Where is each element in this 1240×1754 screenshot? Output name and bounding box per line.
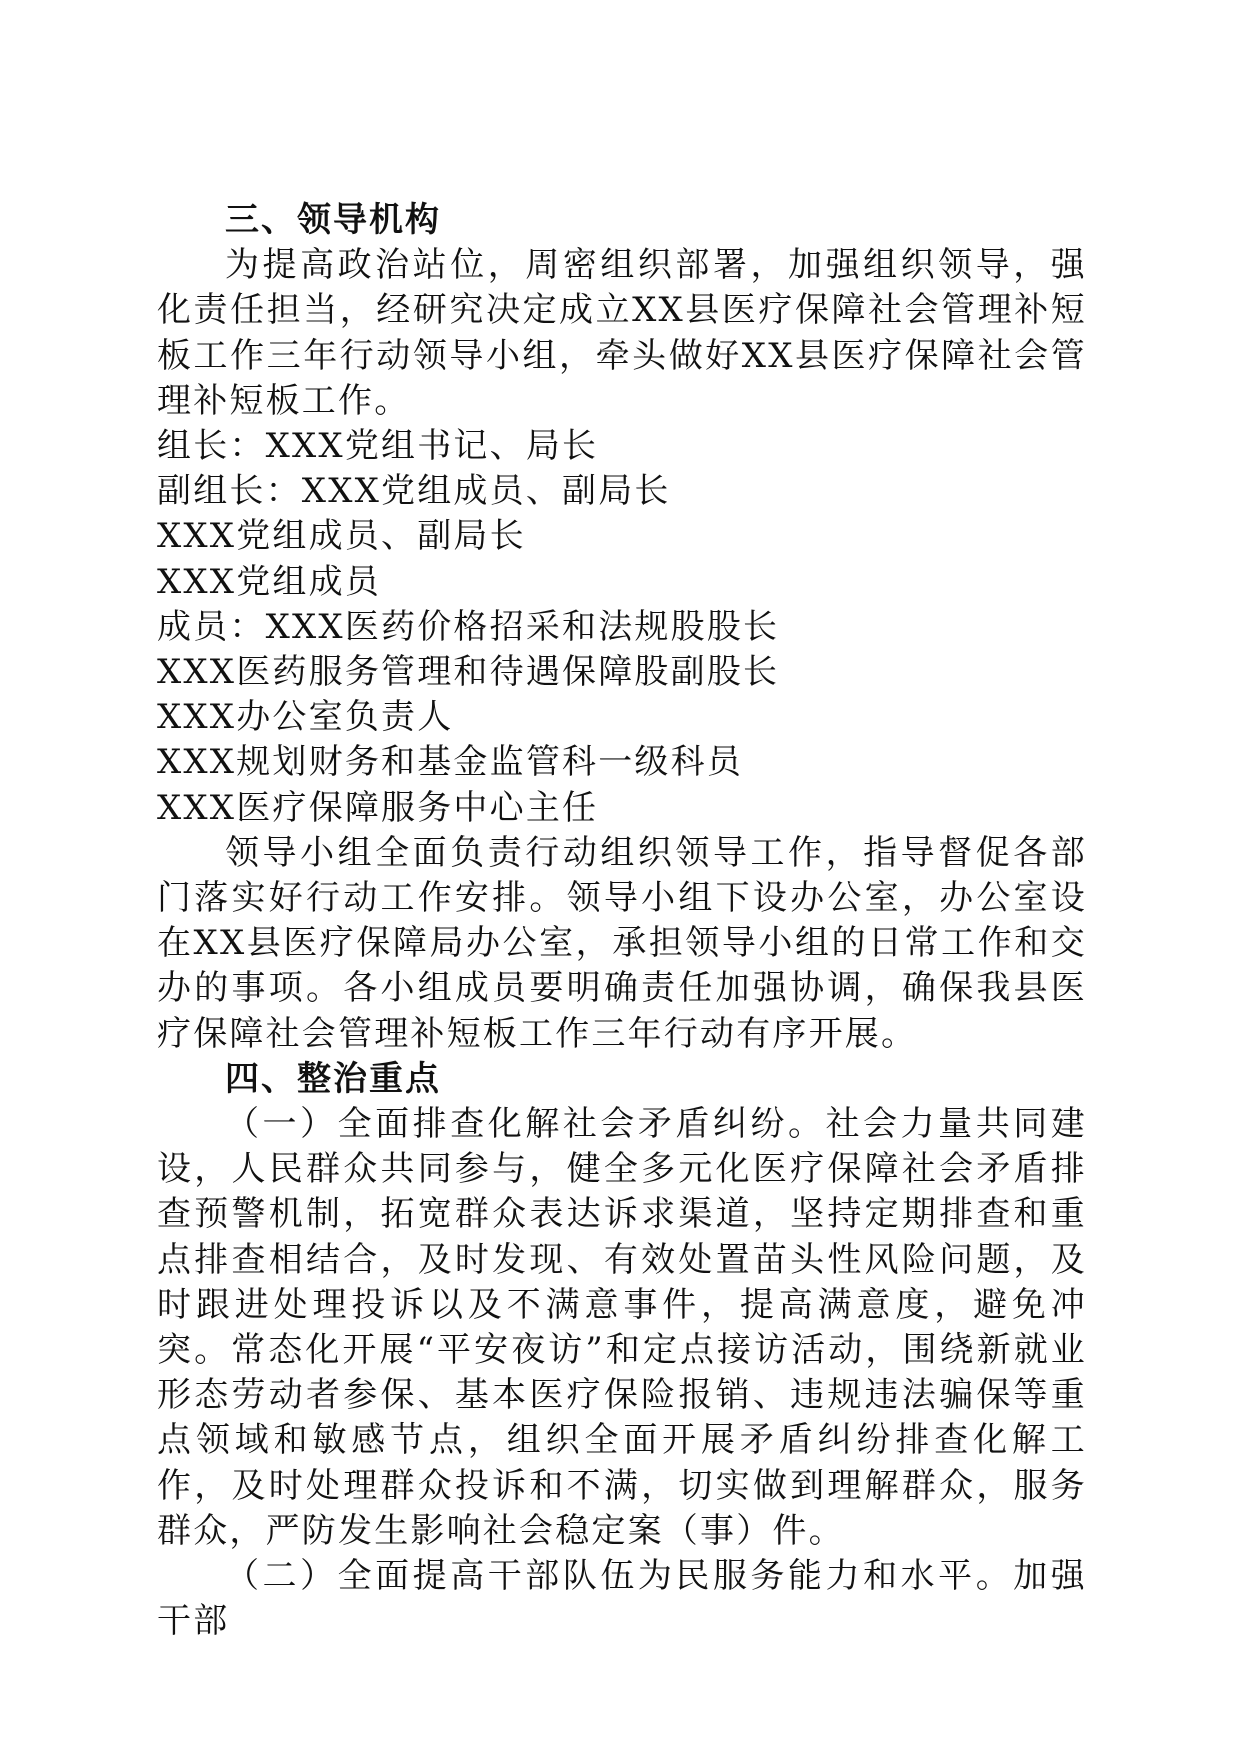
paragraph-item-2: （二）全面提高干部队伍为民服务能力和水平。加强干部 bbox=[157, 1556, 1087, 1642]
paragraph-duties: 领导小组全面负责行动组织领导工作，指导督促各部门落实好行动工作安排。领导小组下设办公室，办公室设在XX县医疗保障局办公室，承担领导小组的日常工作和交办的事项。各小组成员要明确责任加强协调，确保我县医疗保障社会管理补短板工作三年行动有序开展。 bbox=[157, 832, 1087, 1054]
paragraph-intro: 为提高政治站位，周密组织部署，加强组织领导，强化责任担当，经研究决定成立XX县医疗保障社会管理补短板工作三年行动领导小组，牵头做好XX县医疗保障社会管理补短板工作。 bbox=[157, 245, 1087, 421]
roster-line: XXX医药服务管理和待遇保障股副股长 bbox=[157, 652, 780, 693]
roster-line: 副组长：XXX党组成员、副局长 bbox=[157, 471, 671, 512]
roster-line: XXX党组成员、副局长 bbox=[157, 516, 526, 557]
roster-line: XXX医疗保障服务中心主任 bbox=[157, 787, 599, 828]
roster-line: 成员：XXX医药价格招采和法规股股长 bbox=[157, 606, 780, 647]
roster-line: 组长：XXX党组书记、局长 bbox=[157, 426, 599, 467]
section-heading-priorities: 四、整治重点 bbox=[225, 1058, 441, 1099]
roster-line: XXX党组成员 bbox=[157, 561, 382, 602]
roster-line: XXX办公室负责人 bbox=[157, 697, 454, 738]
section-heading-leadership: 三、领导机构 bbox=[225, 200, 441, 240]
roster-line: XXX规划财务和基金监管科一级科员 bbox=[157, 742, 744, 783]
paragraph-item-1: （一）全面排查化解社会矛盾纠纷。社会力量共同建设，人民群众共同参与，健全多元化医疗保障社会矛盾排查预警机制，拓宽群众表达诉求渠道，坚持定期排查和重点排查相结合，及时发现、有效处置苗头性风险问题，及时跟进处理投诉以及不满意事件，提高满意度，避免冲突。常态化开展“平安夜访”和定点接访活动，围绕新就业形态劳动者参保、基本医疗保险报销、违规违法骗保等重点领域和敏感节点，组织全面开展矛盾纠纷排查化解工作，及时处理群众投诉和不满，切实做到理解群众，服务群众，严防发生影响社会稳定案（事）件。 bbox=[157, 1104, 1087, 1551]
document-body bbox=[157, 198, 1087, 1645]
